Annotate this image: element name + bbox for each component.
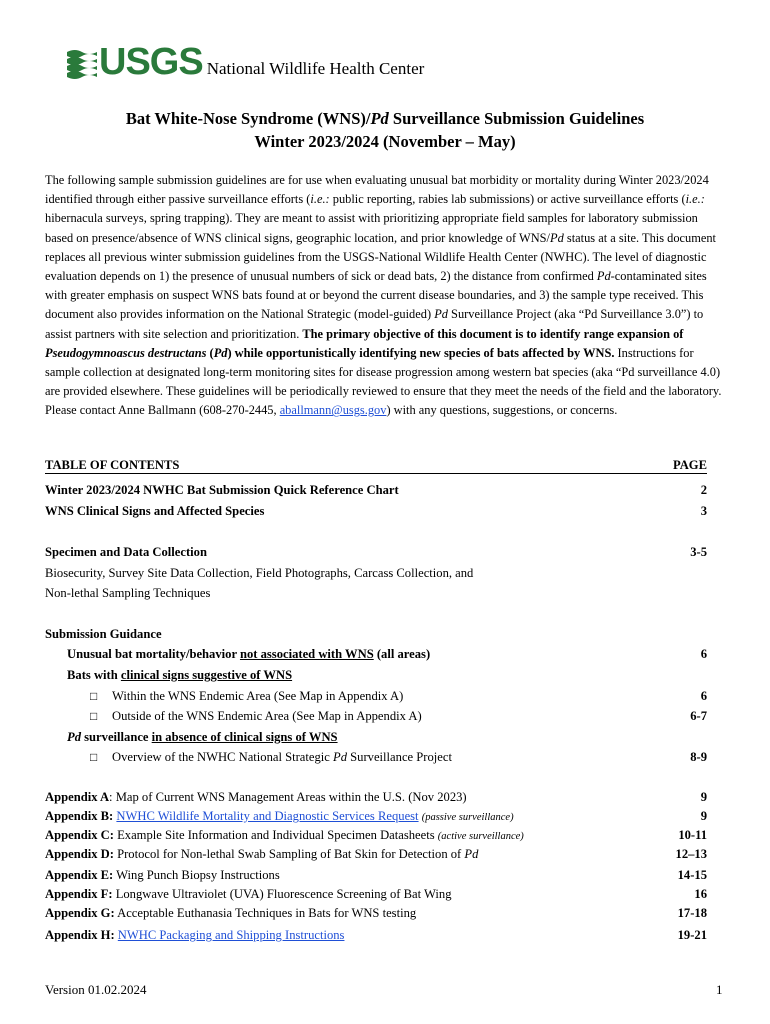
toc-item-quick-reference[interactable]: Winter 2023/2024 NWHC Bat Submission Quick Reference Chart 2: [45, 483, 707, 497]
toc-appendix-b[interactable]: Appendix B: NWHC Wildlife Mortality and Diagnostic Services Request (passive surveillance) 9: [45, 809, 707, 823]
toc-header: [45, 457, 707, 474]
toc-item-unusual-mortality[interactable]: Unusual bat mortality/behavior not associated with WNS (all areas) 6: [67, 647, 707, 661]
toc-appendix-g[interactable]: Appendix G: Acceptable Euthanasia Techniques in Bats for WNS testing 17-18: [45, 906, 707, 920]
toc-appendix-d[interactable]: Appendix D: Protocol for Non-lethal Swab Sampling of Bat Skin for Detection of Pd 12–13: [45, 847, 707, 861]
toc-item-clinical-signs[interactable]: WNS Clinical Signs and Affected Species 3: [45, 504, 707, 518]
usgs-wave-icon: [67, 48, 97, 80]
toc-heading: TABLE OF CONTENTS: [45, 458, 180, 472]
email-link[interactable]: aballmann@usgs.gov: [279, 403, 387, 418]
toc-item-specimen[interactable]: Specimen and Data Collection 3-5: [45, 545, 707, 559]
toc-specimen-sub1: Biosecurity, Survey Site Data Collection, Field Photographs, Carcass Collection, and: [45, 566, 474, 580]
toc-bats-with-signs: Bats with clinical signs suggestive of WNS: [67, 668, 293, 682]
document-title: Bat White-Nose Syndrome (WNS)/Pd Surveillance Submission Guidelines: [125, 109, 645, 128]
center-name: National Wildlife Health Center: [206, 59, 425, 78]
toc-pd-surveillance: Pd surveillance in absence of clinical signs of WNS: [67, 730, 338, 744]
toc-appendix-f[interactable]: Appendix F: Longwave Ultraviolet (UVA) Fluorescence Screening of Bat Wing 16: [45, 887, 707, 901]
intro-paragraph: The following sample submission guidelines are for use when evaluating unusual bat morbidity or mortality during Winter 2023/2024 identified through either passive surveillance efforts (i.e.: public reporting, rabies lab submissions) or active surveillance efforts (i.e.: hibernacula surveys, spring trapping). They are meant to assist with prioritizing appropriate field samples for laboratory submission based on presence/absence of WNS clinical signs, geographic location, and prior knowledge of WNS/Pd status at a site. This document replaces all previous winter submission guidelines from the USGS-National Wildlife Health Center (NWHC). The level of diagnostic evaluation depends on 1) the presence of unusual numbers of sick or dead bats, 2) the distance from confirmed Pd-contaminated sites with greater emphasis on suspect WNS bats found at or beyond the current disease boundaries, and 3) the sample type received. This document also provides information on the National Strategic (model-guided) Pd Surveillance Project (aka “Pd Surveillance 3.0”) to assist partners with site selection and prioritization. The primary objective of this document is to identify range expansion of Pseudogymnoascus destructans (Pd) while opportunistically identifying new species of bats affected by WNS. Instructions for sample collection at designated long-term monitoring sites for disease progression among western bat species (aka “Pd surveillance 4.0) are provided elsewhere. These guidelines will be periodically reviewed to ensure that they meet the needs of the field and the laboratory. Please contact Anne Ballmann (608-270-2445, aballmann@usgs.gov) with any questions, suggestions, or concerns.: [45, 173, 722, 418]
toc-submission-guidance: Submission Guidance: [45, 627, 162, 641]
toc-appendix-h[interactable]: Appendix H: NWHC Packaging and Shipping Instructions 19-21: [45, 928, 707, 942]
toc-item-overview[interactable]: □ Overview of the NWHC National Strategic Pd Surveillance Project 8-9: [90, 748, 707, 767]
footer-version: Version 01.02.2024: [45, 982, 147, 997]
checkbox-icon: □: [90, 750, 98, 764]
toc-appendix-e[interactable]: Appendix E: Wing Punch Biopsy Instructions 14-15: [45, 868, 707, 882]
footer-page-number: 1: [716, 982, 723, 997]
toc-appendix-c[interactable]: Appendix C: Example Site Information and Individual Specimen Datasheets (active surveillance) 10-11: [45, 828, 707, 842]
checkbox-icon: □: [90, 709, 98, 723]
toc-item-outside-endemic[interactable]: □ Outside of the WNS Endemic Area (See Map in Appendix A) 6-7: [90, 707, 707, 726]
appendix-b-link[interactable]: NWHC Wildlife Mortality and Diagnostic Services Request: [116, 809, 419, 823]
usgs-logo: [67, 41, 425, 83]
toc-page-heading: PAGE: [672, 458, 707, 472]
toc-item-within-endemic[interactable]: □ Within the WNS Endemic Area (See Map in Appendix A) 6: [90, 687, 707, 706]
toc-appendix-a[interactable]: Appendix A: Map of Current WNS Management Areas within the U.S. (Nov 2023) 9: [45, 790, 707, 804]
checkbox-icon: □: [90, 689, 98, 703]
toc-specimen-sub2: Non-lethal Sampling Techniques: [45, 586, 211, 600]
appendix-h-link[interactable]: NWHC Packaging and Shipping Instructions: [117, 928, 345, 942]
usgs-wordmark: USGS: [99, 41, 203, 83]
document-subtitle: Winter 2023/2024 (November – May): [254, 132, 516, 151]
